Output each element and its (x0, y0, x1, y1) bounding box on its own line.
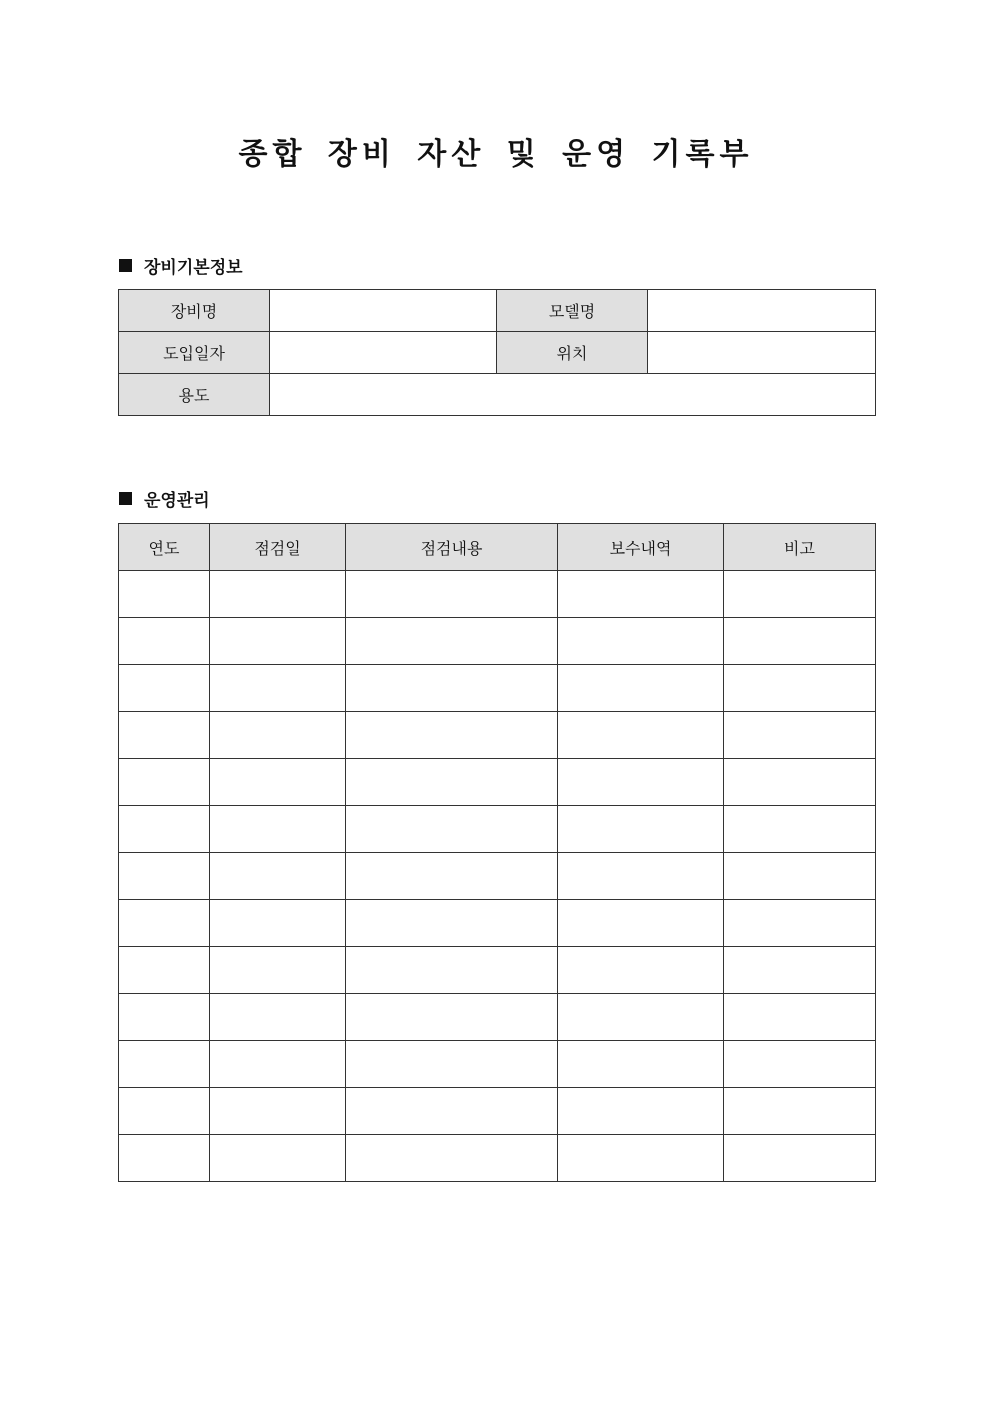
inspection-details-cell[interactable] (346, 806, 558, 853)
table-row (119, 947, 876, 994)
inspection-date-cell[interactable] (210, 806, 346, 853)
table-row (119, 712, 876, 759)
inspection-details-cell[interactable] (346, 618, 558, 665)
remarks-cell[interactable] (724, 759, 876, 806)
inspection-date-cell[interactable] (210, 618, 346, 665)
year-cell[interactable] (119, 571, 210, 618)
column-header-repair-history: 보수내역 (558, 524, 724, 571)
repair-history-cell[interactable] (558, 759, 724, 806)
repair-history-cell[interactable] (558, 571, 724, 618)
year-cell[interactable] (119, 665, 210, 712)
remarks-cell[interactable] (724, 853, 876, 900)
repair-history-cell[interactable] (558, 994, 724, 1041)
basic-info-table (118, 289, 876, 416)
inspection-date-cell[interactable] (210, 1135, 346, 1182)
column-header-remarks: 비고 (724, 524, 876, 571)
remarks-cell[interactable] (724, 1041, 876, 1088)
repair-history-cell[interactable] (558, 1088, 724, 1135)
repair-history-cell[interactable] (558, 900, 724, 947)
intro-date-field[interactable] (270, 332, 497, 374)
year-cell[interactable] (119, 1135, 210, 1182)
table-row (119, 1088, 876, 1135)
year-cell[interactable] (119, 759, 210, 806)
year-cell[interactable] (119, 994, 210, 1041)
purpose-field[interactable] (270, 374, 876, 416)
repair-history-cell[interactable] (558, 853, 724, 900)
year-cell[interactable] (119, 712, 210, 759)
inspection-details-cell[interactable] (346, 947, 558, 994)
remarks-cell[interactable] (724, 1135, 876, 1182)
year-cell[interactable] (119, 806, 210, 853)
table-row (119, 571, 876, 618)
repair-history-cell[interactable] (558, 712, 724, 759)
inspection-details-cell[interactable] (346, 1041, 558, 1088)
table-row (119, 806, 876, 853)
repair-history-cell[interactable] (558, 1135, 724, 1182)
equipment-name-label: 장비명 (119, 290, 270, 332)
table-row (119, 1135, 876, 1182)
purpose-label: 용도 (119, 374, 270, 416)
section-heading-operations (119, 486, 210, 510)
repair-history-cell[interactable] (558, 1041, 724, 1088)
remarks-cell[interactable] (724, 618, 876, 665)
inspection-date-cell[interactable] (210, 759, 346, 806)
repair-history-cell[interactable] (558, 947, 724, 994)
table-row (119, 332, 876, 374)
inspection-details-cell[interactable] (346, 1135, 558, 1182)
remarks-cell[interactable] (724, 712, 876, 759)
year-cell[interactable] (119, 1041, 210, 1088)
section-heading-label: 운영관리 (144, 490, 210, 511)
table-header-row (119, 524, 876, 571)
location-label: 위치 (497, 332, 648, 374)
remarks-cell[interactable] (724, 806, 876, 853)
inspection-details-cell[interactable] (346, 994, 558, 1041)
repair-history-cell[interactable] (558, 806, 724, 853)
black-square-icon (119, 492, 132, 505)
inspection-date-cell[interactable] (210, 1041, 346, 1088)
repair-history-cell[interactable] (558, 618, 724, 665)
inspection-details-cell[interactable] (346, 665, 558, 712)
model-name-field[interactable] (648, 290, 876, 332)
table-row (119, 759, 876, 806)
equipment-name-field[interactable] (270, 290, 497, 332)
remarks-cell[interactable] (724, 994, 876, 1041)
inspection-details-cell[interactable] (346, 1088, 558, 1135)
operations-table (118, 523, 876, 1182)
table-row (119, 618, 876, 665)
table-row (119, 374, 876, 416)
remarks-cell[interactable] (724, 665, 876, 712)
remarks-cell[interactable] (724, 900, 876, 947)
year-cell[interactable] (119, 853, 210, 900)
location-field[interactable] (648, 332, 876, 374)
year-cell[interactable] (119, 947, 210, 994)
remarks-cell[interactable] (724, 1088, 876, 1135)
inspection-details-cell[interactable] (346, 571, 558, 618)
inspection-date-cell[interactable] (210, 900, 346, 947)
section-heading-label: 장비기본정보 (144, 257, 243, 278)
inspection-date-cell[interactable] (210, 712, 346, 759)
intro-date-label: 도입일자 (119, 332, 270, 374)
inspection-date-cell[interactable] (210, 1088, 346, 1135)
column-header-inspection-date: 점검일 (210, 524, 346, 571)
year-cell[interactable] (119, 1088, 210, 1135)
inspection-date-cell[interactable] (210, 571, 346, 618)
table-row (119, 900, 876, 947)
model-name-label: 모델명 (497, 290, 648, 332)
inspection-details-cell[interactable] (346, 853, 558, 900)
table-row (119, 853, 876, 900)
inspection-date-cell[interactable] (210, 994, 346, 1041)
inspection-date-cell[interactable] (210, 947, 346, 994)
inspection-details-cell[interactable] (346, 900, 558, 947)
inspection-date-cell[interactable] (210, 853, 346, 900)
table-row (119, 994, 876, 1041)
inspection-date-cell[interactable] (210, 665, 346, 712)
table-row (119, 665, 876, 712)
table-row (119, 1041, 876, 1088)
page-title: 종합 장비 자산 및 운영 기록부 (238, 137, 754, 172)
column-header-inspection-details: 점검내용 (346, 524, 558, 571)
year-cell[interactable] (119, 618, 210, 665)
year-cell[interactable] (119, 900, 210, 947)
table-row (119, 290, 876, 332)
inspection-details-cell[interactable] (346, 759, 558, 806)
black-square-icon (119, 259, 132, 272)
repair-history-cell[interactable] (558, 665, 724, 712)
remarks-cell[interactable] (724, 571, 876, 618)
section-heading-basic-info (119, 253, 243, 277)
remarks-cell[interactable] (724, 947, 876, 994)
column-header-year: 연도 (119, 524, 210, 571)
inspection-details-cell[interactable] (346, 712, 558, 759)
